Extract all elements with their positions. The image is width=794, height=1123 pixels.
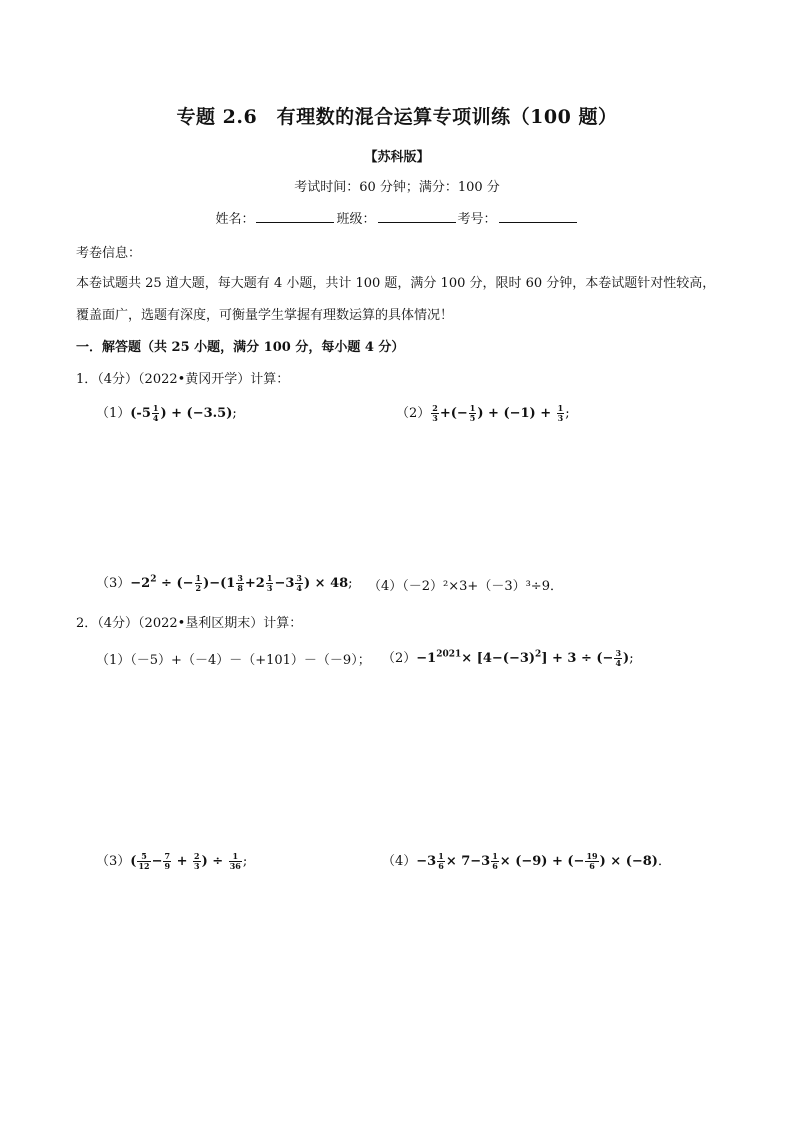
class-label: 班级：	[336, 212, 376, 227]
info-line-1: 本卷试题共 25 道大题，每大题有 4 小题，共计 100 题，满分 100 分，限时 60 分钟，本卷试题针对性较高，	[76, 276, 716, 291]
name-label: 姓名：	[215, 212, 255, 227]
q1-part-3: $(3)-2^2$ ÷ (− $\frac{1}{2}$ )−(1 $\frac{3}{8}$ +2 $\frac{1}{3}$ −3 $\frac{3}{4}$ ) × 48;	[96, 573, 353, 593]
name-blank[interactable]	[256, 210, 334, 223]
q2-part-1	[96, 649, 371, 668]
q2-part-3: （3）( $\frac{5}{12}$ − $\frac{7}{9}$ + $\frac{2}{3}$ ) ÷ $\frac{1}{36}$ ;	[96, 851, 248, 871]
info-line-2: 覆盖面广，选题有深度，可衡量学生掌握有理数运算的具体情况！	[76, 308, 454, 323]
section-heading: 一．解答题（共 25 小题，满分 100 分，每小题 4 分）	[76, 340, 405, 355]
question-1-label: 1．（4分）（2022•黄冈开学）计算：	[76, 372, 290, 387]
info-heading: 考卷信息：	[76, 246, 142, 261]
student-fields	[0, 208, 794, 227]
q1-part-4	[368, 575, 563, 594]
q2-p3-label: （3）	[96, 854, 131, 869]
q1-part-1: （1）(-5 $\frac{1}{4}$ ) + (−3.5);	[96, 403, 237, 423]
q1-p4-text: （－2）²×3+（－3）³÷9．	[402, 579, 563, 594]
number-label: 考号：	[457, 212, 497, 227]
q2-p2-label: （2）	[382, 651, 417, 666]
q1-part-2: （2） $\frac{2}{3}$ +(− $\frac{1}{5}$ ) + (−1) + $\frac{1}{3}$ ;	[396, 403, 570, 423]
question-2-label: 2．（4分）（2022•垦利区期末）计算：	[76, 616, 303, 631]
q2-part-4: （4）−3 $\frac{1}{6}$ × 7−3 $\frac{1}{6}$ × (−9) + (− $\frac{19}{6}$ ) × (−8)．	[382, 851, 671, 871]
q2-p1-label: （1）	[96, 653, 131, 668]
q1-p1-label: （1）	[96, 406, 131, 421]
q1-p2-label: （2）	[396, 406, 431, 421]
class-blank[interactable]	[378, 210, 456, 223]
exam-info: 考试时间：60 分钟；满分：100 分	[294, 180, 500, 195]
edition-label: 【苏科版】	[364, 150, 430, 165]
page-title: 专题 2.6 有理数的混合运算专项训练（100 题）	[176, 106, 618, 128]
q1-p4-label: （4）	[368, 579, 403, 594]
q2-p4-label: （4）	[382, 854, 417, 869]
q2-p1-text: （－5）+（－4）－（+101）－（－9）；	[130, 653, 371, 668]
number-blank[interactable]	[499, 210, 577, 223]
q2-part-2: $(2)-1^{2021}\times [4-(-3)^2] + 3$ ÷ (− $\frac{3}{4}$ );	[382, 648, 634, 668]
q1-p3-label: （3）	[96, 576, 131, 591]
